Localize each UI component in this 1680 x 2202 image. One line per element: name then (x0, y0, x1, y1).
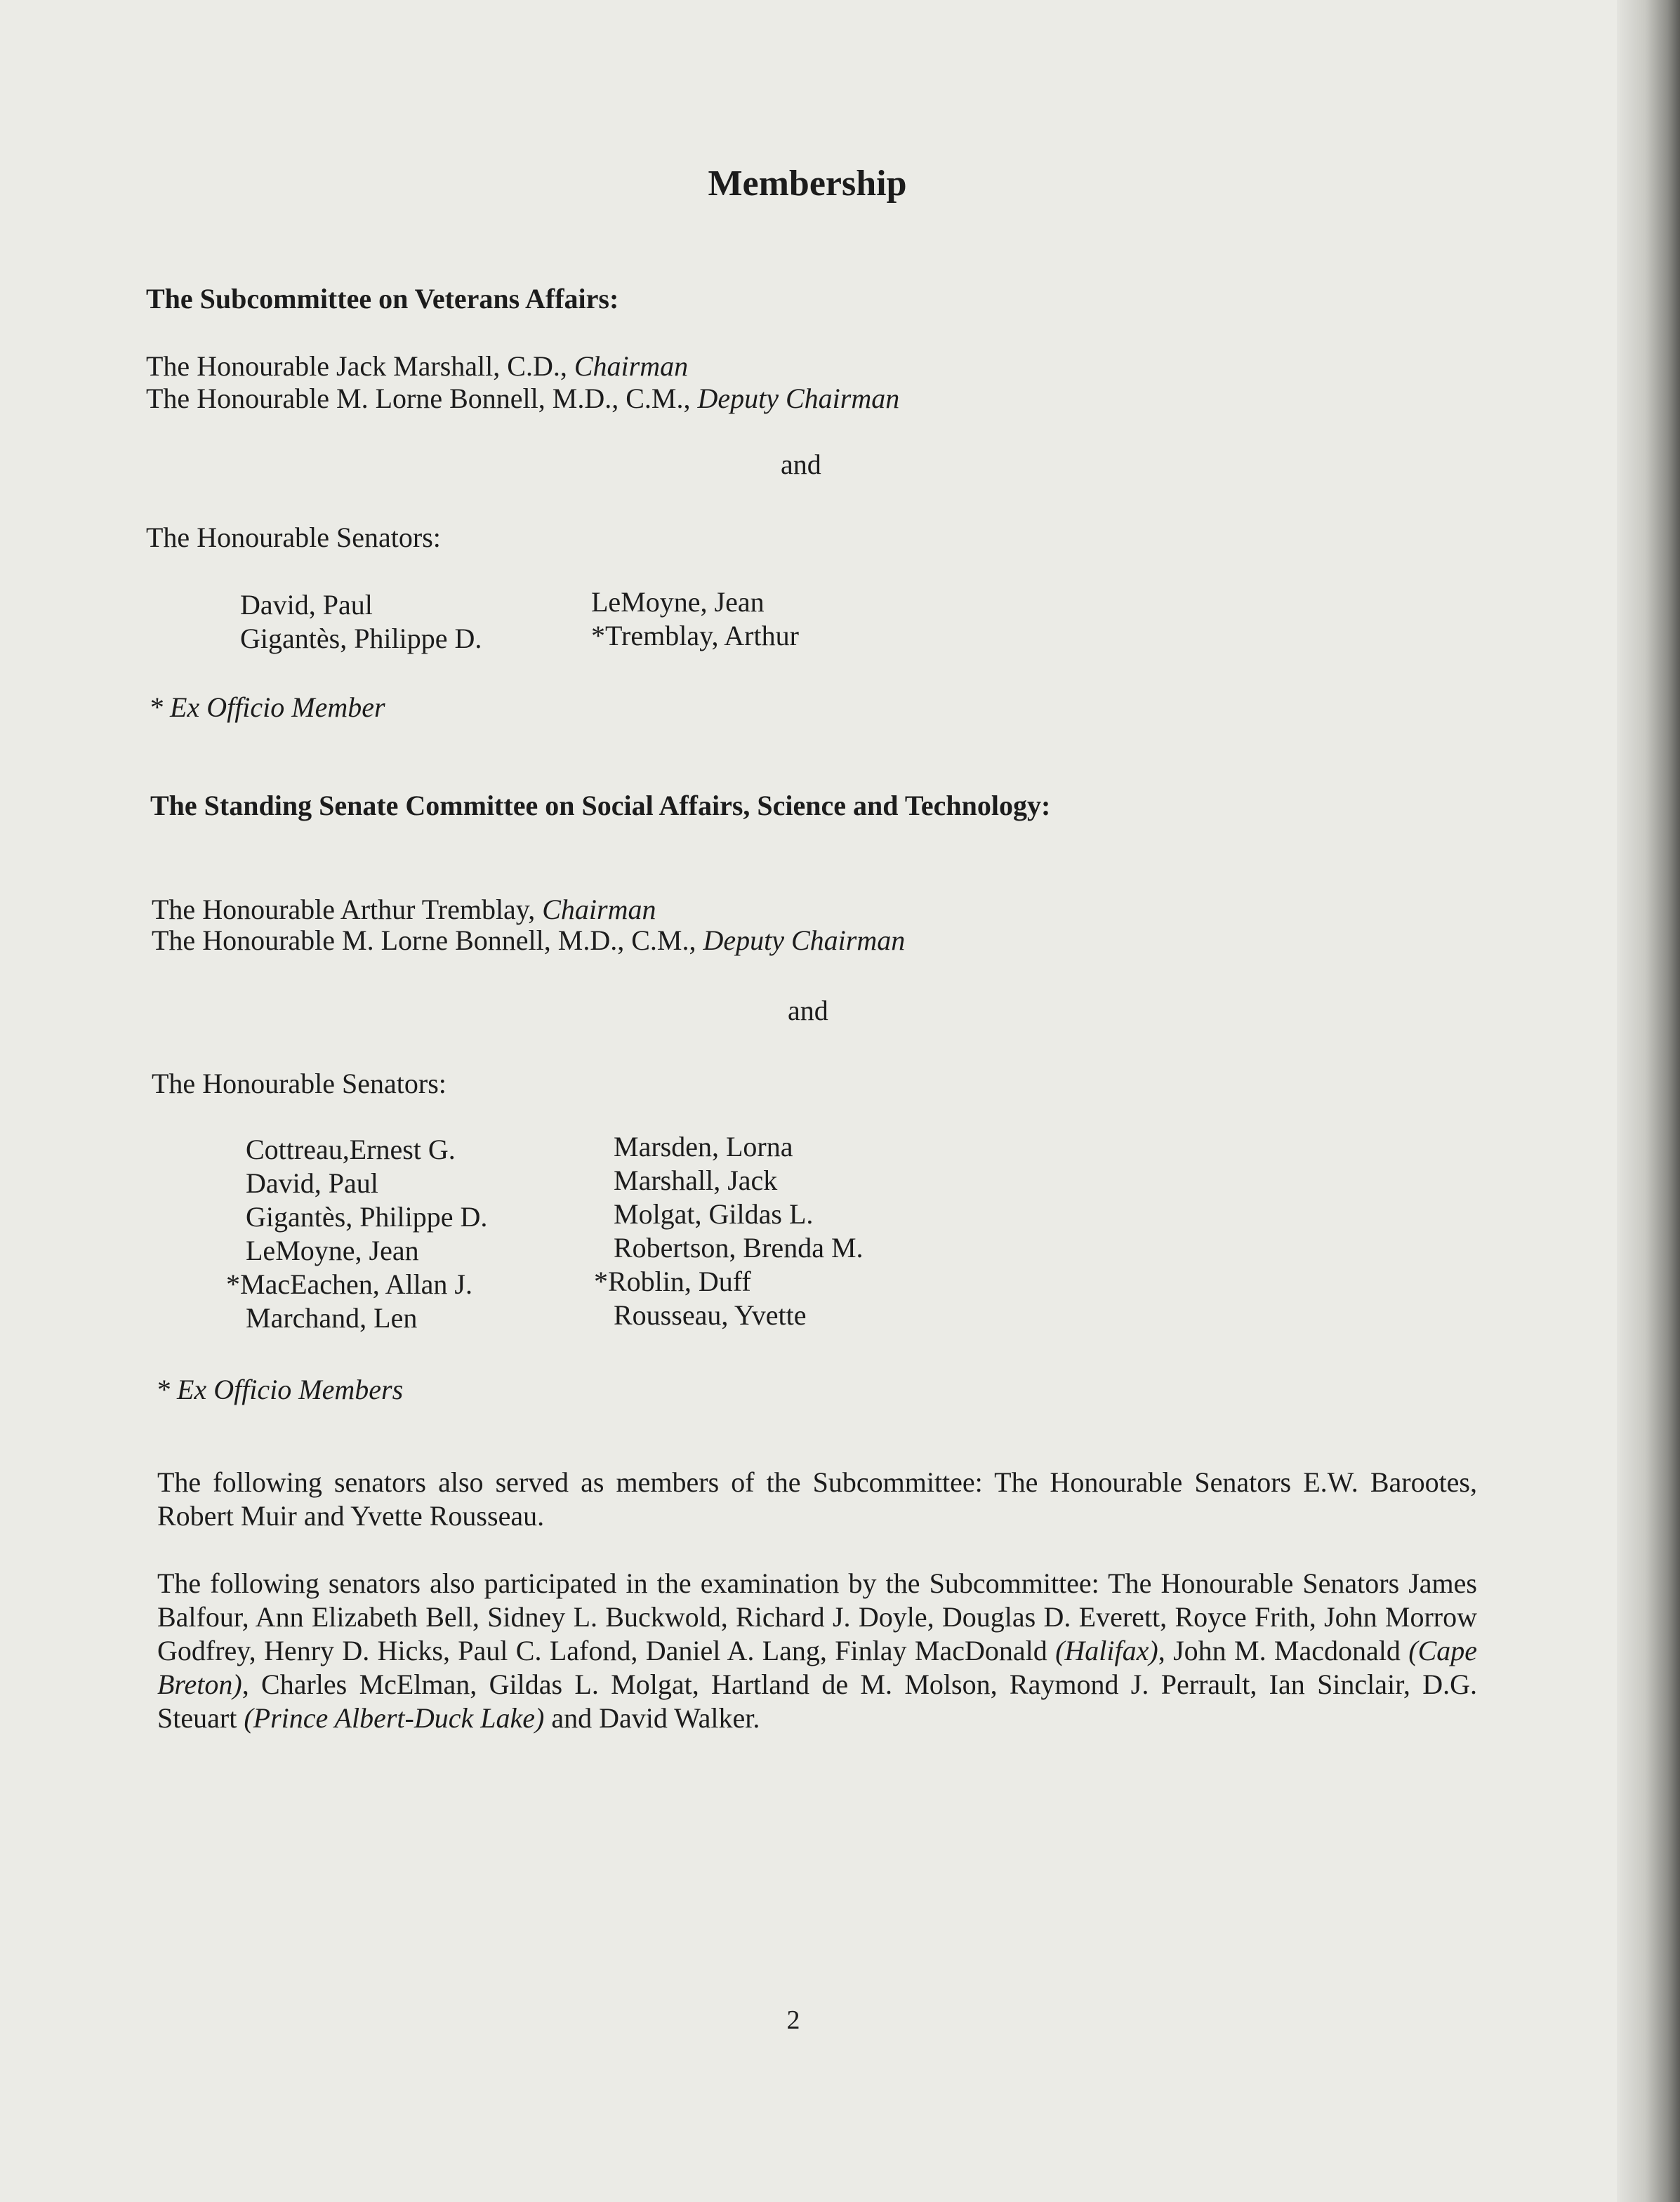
senator-name: Gigantès, Philippe D. (240, 623, 482, 654)
chairman-role: Chairman (574, 350, 689, 382)
senator-name: David, Paul (240, 589, 373, 621)
senators-label: The Honourable Senators: (146, 522, 441, 553)
page-title: Membership (708, 164, 907, 204)
chairman-name: The Honourable Jack Marshall, C.D., (146, 350, 567, 382)
senator-name: David, Paul (246, 1167, 378, 1199)
committee-senators-col1 (226, 1133, 487, 1335)
subcommittee-heading: The Subcommittee on Veterans Affairs: (146, 283, 619, 314)
committee-deputy-chairman (152, 924, 905, 957)
subcommittee-senators-col2 (591, 585, 799, 653)
senators-label: The Honourable Senators: (152, 1068, 447, 1099)
chairman-name: The Honourable Arthur Tremblay, (152, 894, 536, 925)
senator-name: Marsden, Lorna (614, 1131, 793, 1162)
senator-name: Gigantès, Philippe D. (246, 1201, 488, 1233)
committee-heading: The Standing Senate Committee on Social Affairs, Science and Technology: (150, 790, 1051, 821)
senator-name: Robertson, Brenda M. (614, 1232, 864, 1264)
subcommittee-deputy-chairman (146, 382, 899, 416)
page-number: 2 (786, 2005, 800, 2035)
senator-name: Molgat, Gildas L. (614, 1198, 814, 1230)
chairman-role: Chairman (542, 894, 656, 925)
senator-name: Marshall, Jack (614, 1165, 778, 1196)
subcommittee-chairman (146, 350, 688, 383)
page-edge-shadow (1617, 0, 1680, 2202)
senator-name: Rousseau, Yvette (614, 1299, 807, 1331)
deputy-chairman-name: The Honourable M. Lorne Bonnell, M.D., C.M., (146, 383, 691, 414)
ex-officio-footnote: * Ex Officio Members (156, 1374, 404, 1405)
and-separator: and (788, 995, 828, 1026)
ex-officio-footnote: * Ex Officio Member (149, 691, 385, 723)
deputy-chairman-name: The Honourable M. Lorne Bonnell, M.D., C.M., (152, 924, 696, 956)
deputy-chairman-role: Deputy Chairman (697, 383, 900, 414)
deputy-chairman-role: Deputy Chairman (703, 924, 906, 956)
senator-name: *MacEachen, Allan J. (226, 1268, 472, 1300)
senator-name: Cottreau,Ernest G. (246, 1134, 456, 1165)
subcommittee-senators-col1 (240, 588, 482, 656)
participated-paragraph: The following senators also participated in the examination by the Subcommittee: The Honourable Senators James Balfour, Ann Elizabeth Bell, Sidney L. Buckwold, Richard J. Doyle, Douglas D. Everett, Royce Frith, John Morrow Godfrey, Henry D. Hicks, Paul C. Lafond, Daniel A. Lang, Finlay MacDonald (Halifax), John M. Macdonald (Cape Breton), Charles McElman, Gildas L. Molgat, Hartland de M. Molson, Raymond J. Perrault, Ian Sinclair, D.G. Steuart (Prince Albert-Duck Lake) and David Walker. (157, 1567, 1478, 1734)
committee-senators-col2 (594, 1130, 864, 1332)
and-separator: and (781, 449, 821, 480)
senator-name: Marchand, Len (246, 1302, 418, 1334)
senator-name: *Roblin, Duff (594, 1266, 751, 1297)
served-paragraph: The following senators also served as members of the Subcommittee: The Honourable Senators E.W. Barootes, Robert Muir and Yvette Rousseau. (157, 1466, 1477, 1532)
committee-chairman (152, 893, 656, 927)
senator-name: LeMoyne, Jean (591, 586, 765, 618)
senator-name: *Tremblay, Arthur (591, 620, 799, 651)
senator-name: LeMoyne, Jean (246, 1235, 419, 1266)
